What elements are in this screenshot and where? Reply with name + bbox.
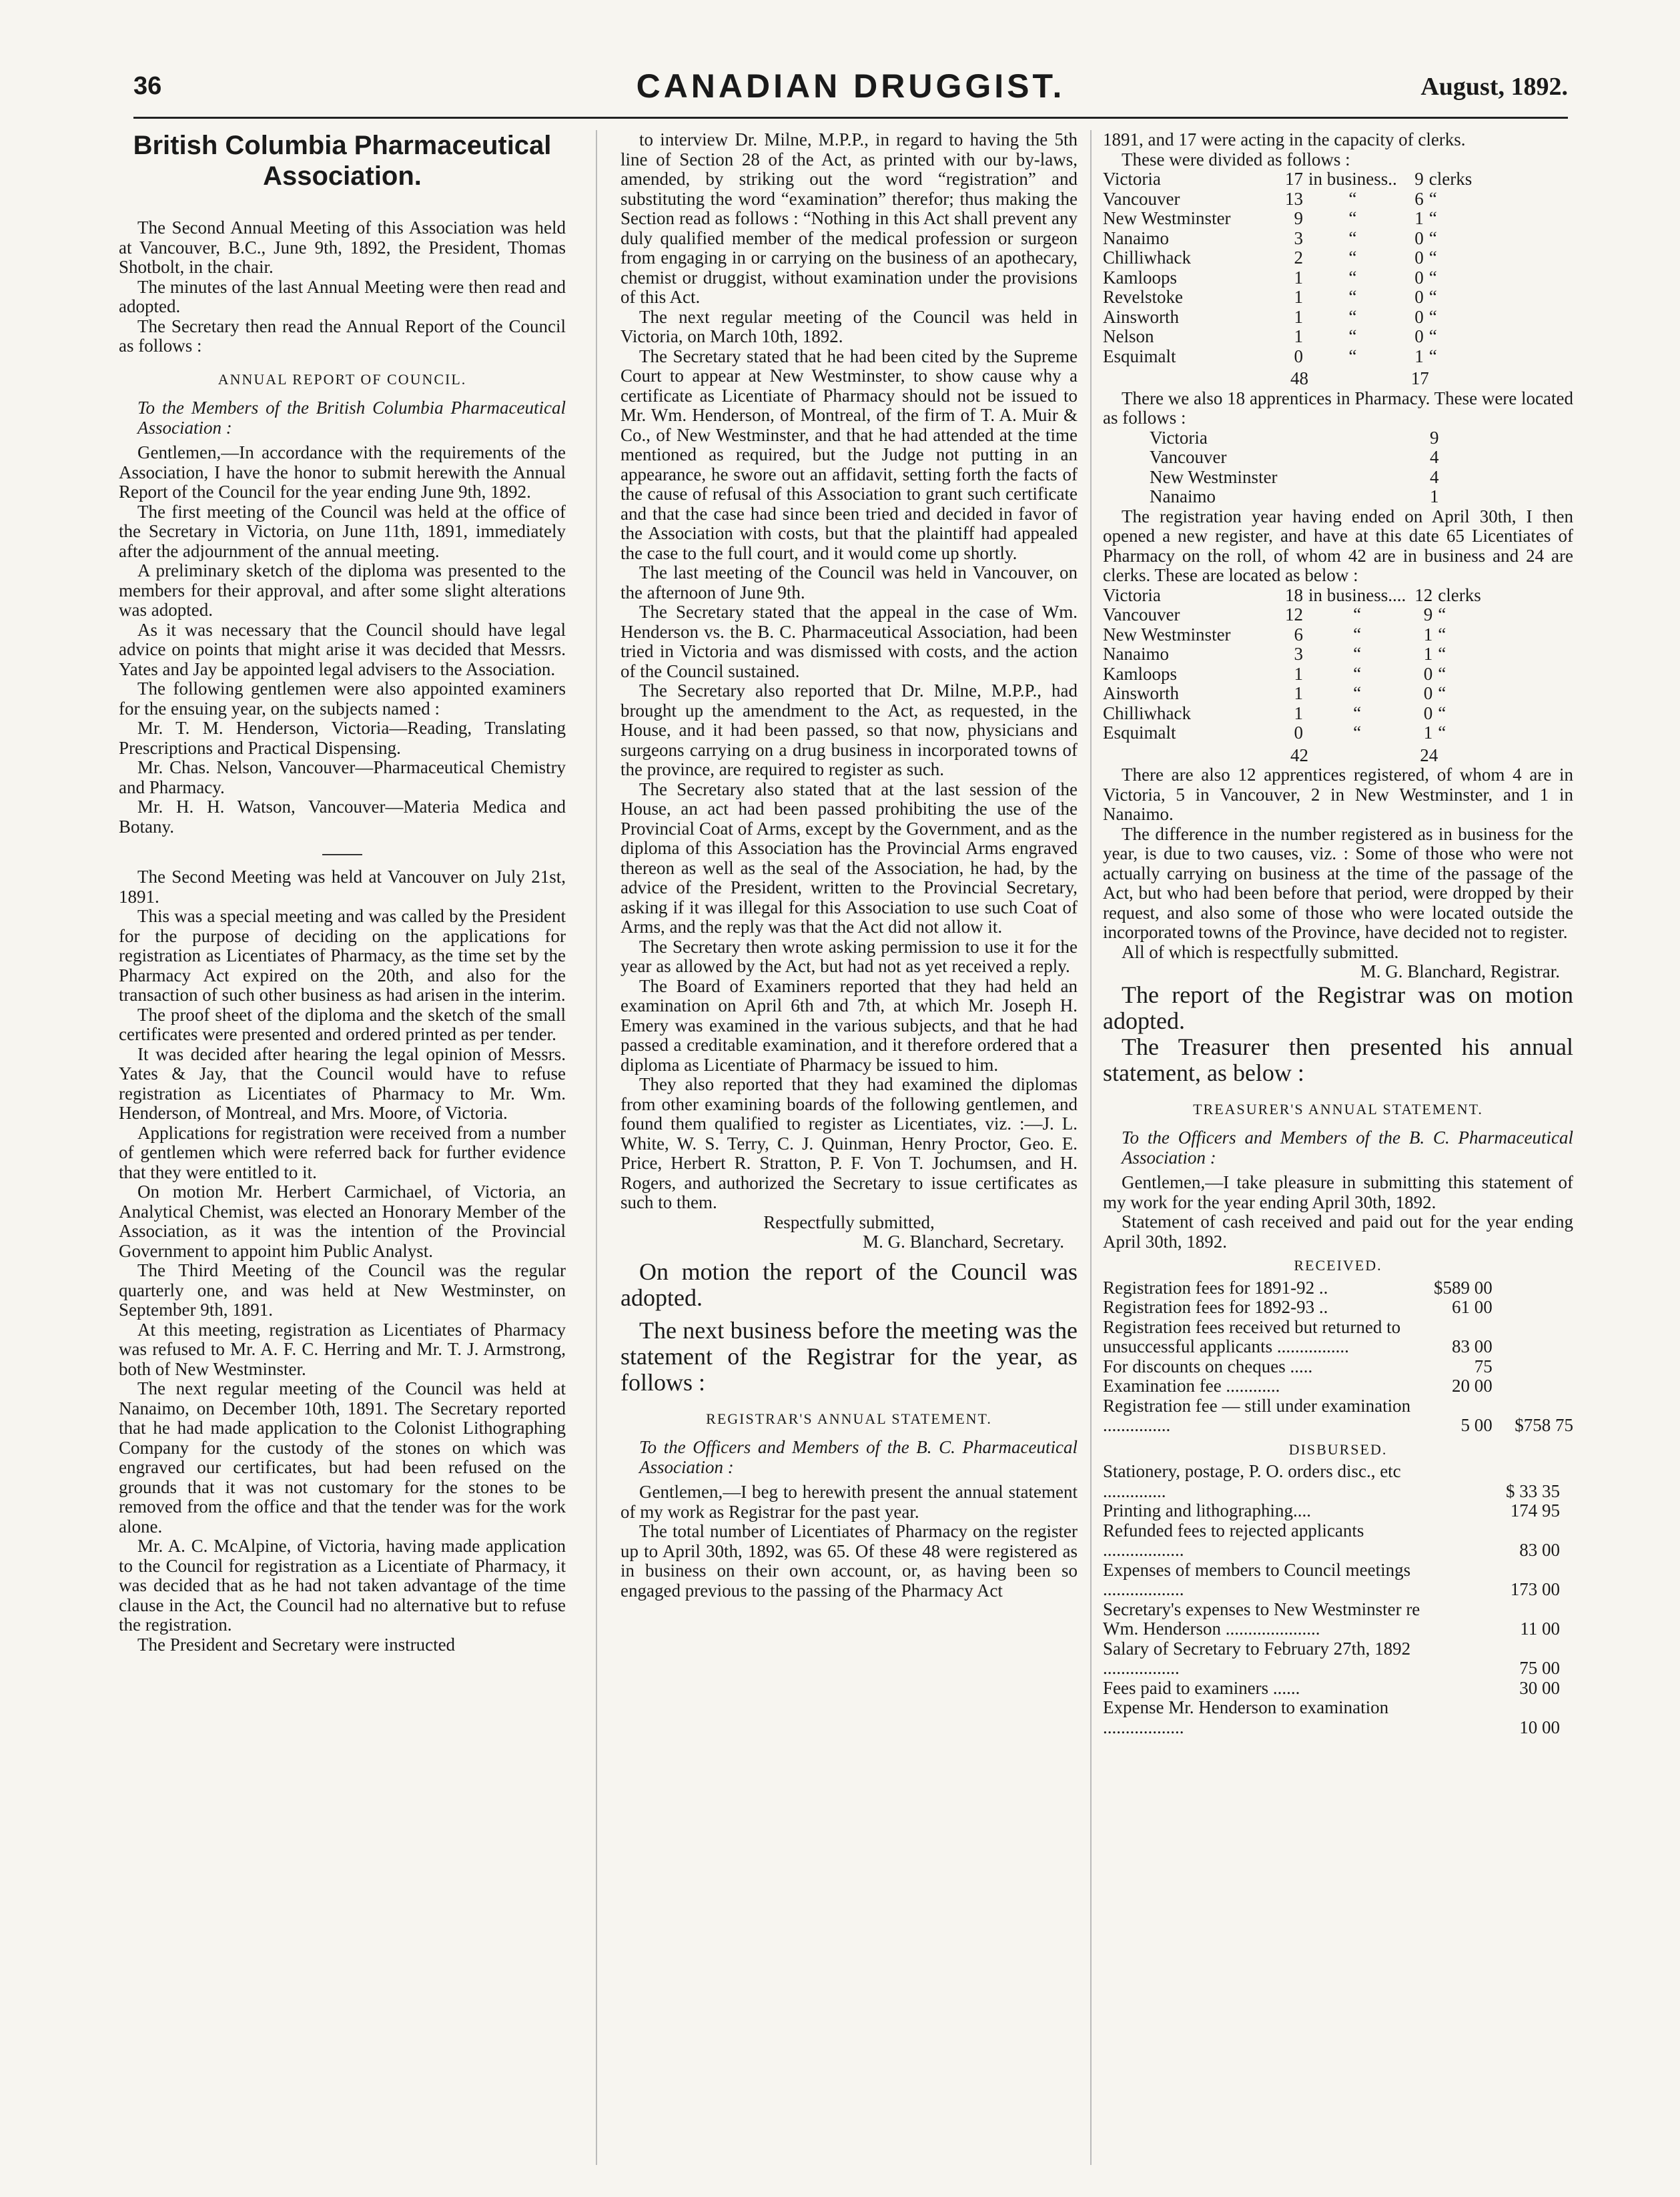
account-label: For discounts on cheques ..... (1103, 1356, 1313, 1376)
account-label: Examination fee ............ (1103, 1376, 1280, 1396)
column-1 (119, 130, 566, 1655)
council-close: Respectfully submitted, (763, 1212, 935, 1232)
apprentice-count: 9 (1430, 427, 1439, 448)
apprentices-1891-text: There we also 18 apprentices in Pharmacy. These were located as follows : (1103, 388, 1573, 428)
council-paragraph: It was decided after hearing the legal opinion of Messrs. Yates & Jay, that the Council would have to refuse registration as Licentiates of Pharmacy to Mr. Wm. Henderson, of Montreal, and Mrs. Moore, of Victoria. (119, 1043, 566, 1123)
account-amount: 30 00 (1519, 1677, 1560, 1698)
account-row (1103, 1278, 1573, 1298)
account-row (1103, 1639, 1573, 1679)
place-name: Vancouver (1150, 447, 1227, 467)
table-row (1103, 665, 1481, 685)
account-amount: 5 00 (1460, 1415, 1493, 1435)
page-number: 36 (133, 72, 162, 100)
council-paragraph: Mr. Chas. Nelson, Vancouver—Pharmaceutical Chemistry and Pharmacy. (119, 757, 566, 797)
business-count: 2 (1294, 248, 1303, 268)
clerk-count: 12 (1414, 584, 1433, 605)
account-label: Secretary's expenses to New Westminster re Wm. Henderson ..................... (1103, 1599, 1420, 1639)
council-paragraph: to interview Dr. Milne, M.P.P., in regard to having the 5th line of Section 28 of the Act, as printed with our by-laws, amended, by striking out the word “registration” and substituting the word “examination” therefor; thus making the Section read as follows : “Nothing in this Act shall prevent any duly qualified member of the medical profession or surgeon from engaging in or carrying on the business of an apothecary, chemist or druggist, without examination under the provisions of this Act. (620, 129, 1078, 307)
business-label: “ (1348, 267, 1357, 288)
council-paragraph: The Secretary stated that he had been cited by the Supreme Court to appear at New Westminster, to show cause why a certificate as Licentiate of Pharmacy should not be issued to Mr. Wm. Henderson, of Montreal, of the firm of T. A. Muir & Co., of New Westminster, and that he had attended at the time mentioned as required, but the Judge not putting in an appearance, he swore out an affidavit, setting forth the facts of the cause of refusal of this Association to grant such certificate and that the case had since been tried and decided in favor of the Association with costs, but that the plaintiff had appealed the case to the full court, and it would come up shortly. (620, 346, 1078, 563)
place-name: Kamloops (1103, 267, 1177, 288)
business-count: 1 (1294, 683, 1303, 703)
motion-registrar-statement: The next business before the meeting was the statement of the Registrar for the year, as follows : (620, 1316, 1078, 1396)
apprentice-row (1150, 448, 1439, 468)
business-label: “ (1348, 287, 1357, 307)
licentiates-table-1891 (1103, 169, 1472, 389)
business-label: “ (1348, 208, 1357, 228)
council-report-part-a (119, 443, 566, 837)
disbursed-table (1103, 1462, 1573, 1737)
place-name: Esquimalt (1103, 346, 1176, 366)
account-label: Registration fees for 1891-92 .. (1103, 1277, 1328, 1298)
clerk-count: 6 (1414, 188, 1424, 209)
council-paragraph: The Secretary stated that the appeal in the case of Wm. Henderson vs. the B. C. Pharmaceutical Association, had been tried in Victoria and was dismissed with costs, and the action of the Council sustained. (620, 602, 1078, 681)
journal-title: CANADIAN DRUGGIST. (636, 67, 1066, 105)
business-label: in business.... (1308, 584, 1406, 605)
registrar-salutation: To the Officers and Members of the B. C. Pharmaceutical Association : (639, 1437, 1078, 1477)
account-amount: 83 00 (1519, 1540, 1560, 1560)
council-report-part-b (119, 867, 566, 1655)
clerk-label: “ (1438, 723, 1446, 743)
account-row (1103, 1600, 1573, 1639)
total-clerks: 17 (1410, 368, 1429, 388)
registrar-continued: 1891, and 17 were acting in the capacity of clerks. (1103, 129, 1466, 149)
business-label: “ (1353, 703, 1362, 723)
table-row (1103, 327, 1472, 347)
council-signature: M. G. Blanchard, Secretary. (863, 1232, 1064, 1252)
council-paragraph: Mr. T. M. Henderson, Victoria—Reading, Translating Prescriptions and Practical Dispensing. (119, 718, 566, 758)
apprentice-row (1150, 428, 1439, 448)
page-header (133, 67, 1568, 120)
motion-treasurer: The Treasurer then presented his annual statement, as below : (1103, 1033, 1573, 1086)
council-paragraph: On motion Mr. Herbert Carmichael, of Victoria, an Analytical Chemist, was elected an Honorary Member of the Association, as it was the intention of the Provincial Government to appoint him Public Analyst. (119, 1182, 566, 1261)
received-heading: RECEIVED. (1294, 1257, 1382, 1274)
council-paragraph: The next regular meeting of the Council was held at Nanaimo, on December 10th, 1891. The Secretary reported that he had made application to the Colonist Lithographing Company for the custody of the stones on which was engraved our certificates, but had been refused on the grounds that it was not customary for the stones to be removed from the office and that the tender was for the work alone. (119, 1378, 566, 1536)
business-label: “ (1353, 683, 1362, 703)
business-label: “ (1348, 188, 1357, 209)
council-paragraph: A preliminary sketch of the diploma was presented to the members for their approval, and after some slight alterations was adopted. (119, 560, 566, 620)
clerk-label: “ (1438, 624, 1446, 644)
council-salutation: To the Members of the British Columbia Pharmaceutical Association : (137, 398, 566, 438)
place-name: Chilliwhack (1103, 703, 1191, 723)
place-name: Chilliwhack (1103, 248, 1191, 268)
clerk-label: “ (1438, 604, 1446, 624)
account-total (1506, 1298, 1573, 1318)
place-name: Kamloops (1103, 663, 1177, 684)
council-paragraph: The first meeting of the Council was held at the office of the Secretary in Victoria, on June 11th, 1891, immediately after the adjournment of the annual meeting. (119, 501, 566, 561)
table-row (1103, 644, 1481, 665)
business-count: 9 (1294, 208, 1303, 228)
business-label: “ (1353, 624, 1362, 644)
account-label: Printing and lithographing.... (1103, 1500, 1311, 1520)
place-name: Esquimalt (1103, 723, 1176, 743)
business-label: “ (1353, 723, 1362, 743)
account-amount: 61 00 (1451, 1297, 1493, 1317)
total-business: 48 (1290, 368, 1308, 388)
treasurer-heading: TREASURER'S ANNUAL STATEMENT. (1193, 1100, 1483, 1118)
account-label: Refunded fees to rejected applicants .................. (1103, 1520, 1364, 1560)
column-2 (620, 130, 1078, 1601)
council-paragraph: The last meeting of the Council was held in Vancouver, on the afternoon of June 9th. (620, 562, 1078, 602)
clerk-count: 0 (1414, 228, 1424, 248)
clerk-count: 9 (1414, 169, 1424, 189)
clerk-label: “ (1428, 326, 1437, 346)
account-amount: 174 95 (1510, 1500, 1560, 1520)
place-name: Vancouver (1103, 188, 1180, 209)
clerk-label: clerks (1438, 584, 1481, 605)
clerk-count: 0 (1414, 267, 1424, 288)
account-row (1103, 1501, 1573, 1521)
council-paragraph: The proof sheet of the diploma and the sketch of the small certificates were presented and ordered printed as per tender. (119, 1004, 566, 1044)
account-amount: 75 00 (1519, 1658, 1560, 1678)
clerk-count: 1 (1423, 624, 1433, 644)
spacer (1308, 366, 1397, 389)
clerk-count: 0 (1414, 306, 1424, 327)
account-label: Expense Mr. Henderson to examination .................. (1103, 1697, 1389, 1737)
header-rule (133, 117, 1568, 119)
place-name: Vancouver (1103, 604, 1180, 624)
business-count: 1 (1294, 287, 1303, 307)
treasurer-paragraph: Statement of cash received and paid out for the year ending April 30th, 1892. (1103, 1212, 1573, 1252)
table-row (1103, 248, 1472, 268)
total-clerks: 24 (1420, 745, 1438, 765)
account-total (1506, 1376, 1573, 1396)
account-row (1103, 1357, 1573, 1377)
table-row (1103, 308, 1472, 328)
registrar-close: All of which is respectfully submitted. (1122, 941, 1399, 962)
intro-paragraph: The minutes of the last Annual Meeting were then read and adopted. (119, 276, 566, 316)
motion-registrar-adopted: The report of the Registrar was on motion adopted. (1103, 981, 1573, 1034)
column-divider (596, 130, 597, 2165)
article-title: British Columbia Pharmaceutical Association. (133, 131, 552, 191)
registration-year-text: The registration year having ended on April 30th, I then opened a new register, and have at this date 65 Licentiates of Pharmacy on the roll, of whom 42 are in business and 24 are clerks. These are located as below : (1103, 506, 1573, 585)
place-name: Nelson (1103, 326, 1154, 346)
table-row (1103, 189, 1472, 209)
account-total (1506, 1278, 1573, 1298)
account-total: $758 75 (1515, 1415, 1573, 1435)
account-row (1103, 1679, 1573, 1699)
clerk-count: 1 (1414, 346, 1424, 366)
registrar-paragraph: Gentlemen,—I beg to herewith present the annual statement of my work as Registrar for the past year. (620, 1482, 1078, 1522)
business-count: 0 (1294, 723, 1303, 743)
table-row (1103, 268, 1472, 288)
account-amount: $ 33 35 (1506, 1480, 1560, 1501)
column-divider (1090, 130, 1092, 2165)
business-label: “ (1353, 644, 1362, 664)
business-label: “ (1348, 346, 1357, 366)
received-table (1103, 1278, 1573, 1436)
table-row (1103, 229, 1472, 249)
clerk-count: 0 (1423, 663, 1433, 684)
clerk-count: 1 (1423, 644, 1433, 664)
spacer (1429, 366, 1472, 389)
place-name: Victoria (1103, 169, 1161, 189)
account-amount: 173 00 (1510, 1579, 1560, 1599)
business-label: “ (1348, 228, 1357, 248)
place-name: New Westminster (1103, 208, 1231, 228)
clerk-count: 0 (1414, 287, 1424, 307)
business-count: 12 (1285, 604, 1303, 624)
council-paragraph: Mr. H. H. Watson, Vancouver—Materia Medica and Botany. (119, 797, 566, 837)
licentiates-table-1892 (1103, 586, 1481, 766)
account-row (1103, 1521, 1573, 1561)
business-label: “ (1348, 306, 1357, 327)
table-row (1103, 704, 1481, 724)
clerk-label: “ (1428, 228, 1437, 248)
clerk-label: “ (1438, 683, 1446, 703)
council-paragraph: The Secretary also stated that at the last session of the House, an act had been passed prohibiting the use of the Provincial Coat of Arms, except by the Government, and as the diploma of this Association has the Provincial Arms engraved thereon as well as the seal of the Association, he had, by the advice of the President, written to the Provincial Secretary, asking if it was illegal for this Association to use such Coat of Arms, and the reply was that the Act did not allow it. (620, 779, 1078, 937)
council-paragraph: The Second Meeting was held at Vancouver on July 21st, 1891. (119, 867, 566, 907)
treasurer-salutation: To the Officers and Members of the B. C. Pharmaceutical Association : (1122, 1128, 1573, 1168)
account-label: Registration fee — still under examination ............... (1103, 1395, 1411, 1435)
business-count: 1 (1294, 326, 1303, 346)
account-row (1103, 1462, 1573, 1501)
place-name: Nanaimo (1103, 644, 1169, 664)
business-label: in business.. (1308, 169, 1397, 189)
table-row (1103, 723, 1481, 743)
place-name: Victoria (1150, 427, 1208, 448)
table-row (1103, 684, 1481, 704)
clerk-label: “ (1428, 287, 1437, 307)
clerk-label: “ (1428, 188, 1437, 209)
council-paragraph: The next regular meeting of the Council was held in Victoria, on March 10th, 1892. (620, 306, 1078, 346)
council-paragraph: The Board of Examiners reported that they had held an examination on April 6th and 7th, at which Mr. Joseph H. Emery was examined in the various subjects, and that he had passed a creditable examination, and it therefore ordered that a diploma as Licentiate of Pharmacy be issued to him. (620, 975, 1078, 1075)
business-count: 1 (1294, 663, 1303, 684)
business-count: 1 (1294, 267, 1303, 288)
clerk-label: “ (1428, 346, 1437, 366)
business-count: 6 (1294, 624, 1303, 644)
place-name: Nanaimo (1150, 486, 1216, 506)
spacer (1103, 743, 1276, 766)
business-label: “ (1353, 663, 1362, 684)
clerk-count: 1 (1423, 723, 1433, 743)
business-count: 13 (1285, 188, 1303, 209)
issue-date: August, 1892. (1420, 73, 1568, 101)
registrar-paragraphs (620, 1482, 1078, 1601)
table-totals (1103, 743, 1481, 766)
account-row (1103, 1698, 1573, 1737)
intro-section (119, 218, 566, 356)
account-row (1103, 1298, 1573, 1318)
spacer (1438, 743, 1481, 766)
council-paragraph: The following gentlemen were also appointed examiners for the ensuing year, on the subjects named : (119, 679, 566, 719)
account-amount: 10 00 (1519, 1717, 1560, 1737)
business-count: 3 (1294, 228, 1303, 248)
account-amount: 20 00 (1451, 1376, 1493, 1396)
business-label: “ (1348, 326, 1357, 346)
apprentice-row (1150, 487, 1439, 507)
council-paragraph: As it was necessary that the Council should have legal advice on points that might arise it was decided that Messrs. Yates and Jay be appointed legal advisers to the Association. (119, 619, 566, 679)
account-amount: 11 00 (1520, 1619, 1560, 1639)
clerk-count: 9 (1423, 604, 1433, 624)
council-report-continued (620, 130, 1078, 1213)
registrar-heading: REGISTRAR'S ANNUAL STATEMENT. (706, 1410, 992, 1427)
column-3 (1103, 130, 1573, 1737)
divided-intro: These were divided as follows : (1122, 149, 1350, 169)
business-label: “ (1348, 248, 1357, 268)
registrar-signature: M. G. Blanchard, Registrar. (1360, 961, 1560, 981)
council-paragraph: Gentlemen,—In accordance with the requirements of the Association, I have the honor to submit herewith the Annual Report of the Council for the year ending June 9th, 1892. (119, 442, 566, 502)
council-paragraph: They also reported that they had examined the diplomas from other examining boards of the following gentlemen, and found them qualified to register as Licentiates, viz. :—J. L. White, W. S. Terry, C. J. Quinman, Henry Proctor, Geo. E. Price, Herbert R. Stratton, P. F. Von T. Jochumsen, and H. Rogers, and authorized the Secretary to issue certificates as such to them. (620, 1074, 1078, 1212)
business-count: 3 (1294, 644, 1303, 664)
account-row (1103, 1396, 1573, 1436)
table-row (1103, 625, 1481, 645)
clerk-label: “ (1438, 644, 1446, 664)
council-paragraph: At this meeting, registration as Licentiates of Pharmacy was refused to Mr. A. F. C. Herring and Mr. T. J. Armstrong, both of New Westminster. (119, 1319, 566, 1379)
apprentice-count: 4 (1430, 447, 1439, 467)
account-label: Expenses of members to Council meetings .................. (1103, 1559, 1411, 1599)
intro-paragraph: The Secretary then read the Annual Report of the Council as follows : (119, 316, 566, 356)
clerk-count: 0 (1423, 703, 1433, 723)
treasurer-paragraph: Gentlemen,—I take pleasure in submitting this statement of my work for the year ending April 30th, 1892. (1103, 1172, 1573, 1212)
account-amount: 75 (1474, 1356, 1493, 1376)
account-label: Registration fees received but returned to unsuccessful applicants ................ (1103, 1316, 1401, 1356)
account-amount: 83 00 (1451, 1336, 1493, 1356)
apprentice-row (1150, 468, 1439, 488)
treasurer-paragraphs (1103, 1173, 1573, 1252)
council-paragraph: The Secretary then wrote asking permission to use it for the year as allowed by the Act, but had not as yet received a reply. (620, 936, 1078, 976)
business-count: 17 (1285, 169, 1303, 189)
spacer (1308, 743, 1406, 766)
account-label: Salary of Secretary to February 27th, 1892 ................. (1103, 1638, 1411, 1678)
section-separator (322, 854, 362, 855)
clerk-label: clerks (1428, 169, 1473, 189)
account-row (1103, 1376, 1573, 1396)
council-paragraph: This was a special meeting and was called by the President for the purpose of deciding on the applications for registration as Licentiates of Pharmacy, as the time set by the Pharmacy Act expired on the 20th, and also for the transaction of such other business as had arisen in the interim. (119, 906, 566, 1005)
place-name: New Westminster (1150, 466, 1278, 487)
intro-paragraph: The Second Annual Meeting of this Association was held at Vancouver, B.C., June 9th, 1892, the President, Thomas Shotbolt, in the chair. (119, 217, 566, 277)
business-count: 18 (1285, 584, 1303, 605)
place-name: Victoria (1103, 584, 1161, 605)
business-count: 1 (1294, 703, 1303, 723)
table-totals (1103, 366, 1472, 389)
apprentices-table (1150, 428, 1439, 507)
spacer (1103, 366, 1276, 389)
account-row (1103, 1318, 1573, 1357)
clerk-count: 0 (1414, 248, 1424, 268)
place-name: Ainsworth (1103, 306, 1179, 327)
table-row (1103, 347, 1472, 367)
business-count: 1 (1294, 306, 1303, 327)
account-label: Registration fees for 1892-93 .. (1103, 1297, 1328, 1317)
apprentice-count: 1 (1430, 486, 1439, 506)
clerk-count: 0 (1423, 683, 1433, 703)
table-row (1103, 169, 1472, 189)
table-row (1103, 605, 1481, 625)
place-name: Ainsworth (1103, 683, 1179, 703)
table-row (1103, 586, 1481, 606)
place-name: Nanaimo (1103, 228, 1169, 248)
table-row (1103, 209, 1472, 229)
clerk-label: “ (1438, 663, 1446, 684)
account-total (1506, 1357, 1573, 1377)
table-row (1103, 288, 1472, 308)
clerk-label: “ (1438, 703, 1446, 723)
business-label: “ (1353, 604, 1362, 624)
registrar-paragraph: The total number of Licentiates of Pharmacy on the register up to April 30th, 1892, was 65. Of these 48 were registered as in business on their own account, or, as having been so engaged previous to the passing of the Pharmacy Act (620, 1521, 1078, 1601)
difference-text: The difference in the number registered as in business for the year, is due to two causes, viz. : Some of those who were not actually carrying on business at the time of the passage of the Act, but who had been before that period, were dropped by their request, and also some of those who were located outside the incorporated towns of the Province, have decided not to register. (1103, 823, 1573, 942)
motion-council-adopted: On motion the report of the Council was adopted. (620, 1258, 1078, 1311)
clerk-count: 0 (1414, 326, 1424, 346)
account-label: Fees paid to examiners ...... (1103, 1677, 1300, 1698)
account-row (1103, 1561, 1573, 1600)
disbursed-heading: DISBURSED. (1288, 1440, 1388, 1458)
clerk-count: 1 (1414, 208, 1424, 228)
account-amount: $589 00 (1433, 1277, 1493, 1298)
account-label: Stationery, postage, P. O. orders disc., etc .............. (1103, 1461, 1401, 1501)
council-paragraph: The President and Secretary were instructed (137, 1634, 456, 1655)
place-name: Revelstoke (1103, 287, 1183, 307)
clerk-label: “ (1428, 248, 1437, 268)
place-name: New Westminster (1103, 624, 1231, 644)
total-business: 42 (1290, 745, 1308, 765)
clerk-label: “ (1428, 306, 1437, 327)
business-count: 0 (1294, 346, 1303, 366)
clerk-label: “ (1428, 267, 1437, 288)
council-paragraph: Applications for registration were received from a number of gentlemen which were referred back for further evidence that they were entitled to it. (119, 1122, 566, 1182)
council-paragraph: The Third Meeting of the Council was the regular quarterly one, and was held at New Westminster, on September 9th, 1891. (119, 1260, 566, 1320)
clerk-label: “ (1428, 208, 1437, 228)
council-heading: ANNUAL REPORT OF COUNCIL. (218, 370, 467, 388)
apprentices-1892-text: There are also 12 apprentices registered, of whom 4 are in Victoria, 5 in Vancouver, 2 in New Westminster, and 1 in Nanaimo. (1103, 765, 1573, 824)
council-paragraph: Mr. A. C. McAlpine, of Victoria, having made application to the Council for registration as a Licentiate of Pharmacy, it was decided that as he had not taken advantage of the time clause in the Act, the Council had no alternative but to refuse the registration. (119, 1536, 566, 1635)
account-total (1506, 1318, 1573, 1357)
council-paragraph: The Secretary also reported that Dr. Milne, M.P.P., had brought up the amendment to the Act, as requested, in the House, and it had been passed, so that now, physicians and surgeons carrying on a drug business in incorporated towns of the province, are required to register as such. (620, 681, 1078, 779)
apprentice-count: 4 (1430, 466, 1439, 487)
